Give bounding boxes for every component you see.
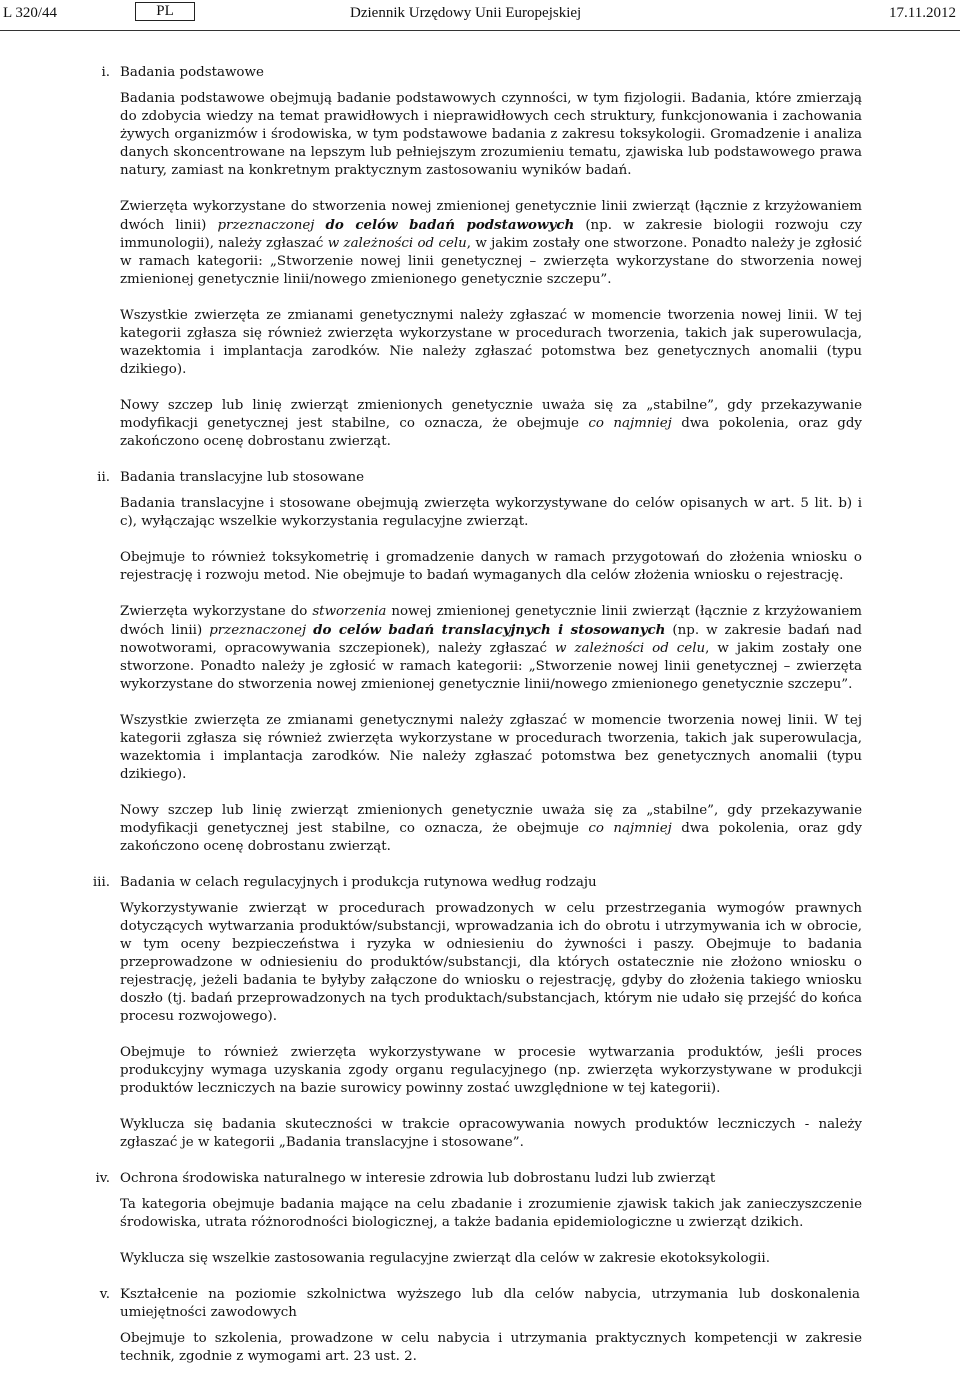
document-body xyxy=(0,64,960,1366)
paragraph: Nowy szczep lub linię zwierząt zmienionych genetycznie uważa się za „stabilne”, gdy przekazywanie modyfikacji genetycznej jest stabilne, co oznacza, że obejmuje co najmniej dwa pokolenia, oraz gdy zakończono ocenę dobrostanu zwierząt. xyxy=(120,398,862,449)
section-environmental-protection xyxy=(0,1170,960,1286)
paragraph: Zwierzęta wykorzystane do stworzenia nowej zmienionej genetycznie linii zwierząt (łącznie z krzyżowaniem dwóch linii) przeznaczonej do celów badań podstawowych (np. w zakresie biologii rozwoju czy immunologii), należy zgłaszać w zależności od celu, w jakim zostały one stworzone. Ponadto należy je zgłosić w ramach kategorii: „Stworzenie nowej linii genetycznej – zwierzęta wykorzystane do stworzenia nowej zmienionej genetycznie linii/nowego zmienionego genetycznie szczepu”. xyxy=(120,199,863,287)
section-title: Badania w celach regulacyjnych i produkcja rutynowa według rodzaju xyxy=(120,875,597,890)
section-title: Badania podstawowe xyxy=(120,65,264,80)
section-heading xyxy=(0,469,960,487)
section-title: Badania translacyjne lub stosowane xyxy=(120,470,365,485)
section-title: Kształcenie na poziomie szkolnictwa wyższego lub dla celów nabycia, utrzymania lub doskonalenia umiejętności zawodowych xyxy=(120,1287,860,1320)
section-number: v. xyxy=(99,1287,110,1302)
page-reference: L 320/44 xyxy=(3,5,58,21)
paragraph: Badania podstawowe obejmują badanie podstawowych czynności, w tym fizjologii. Badania, które zmierzają do zdobycia wiedzy na temat prawidłowych i nieprawidłowych cech struktury, funkcjonowania i zachowania żywych organizmów i środowiska, w tym podstawowe badania z zakresu toksykologii. Gromadzenie i analiza danych skoncentrowane na lepszym lub pełniejszym zrozumieniu tematu, zjawiska lub podstawowego prawa natury, zamiast na konkretnym praktycznym zastosowaniu wyników badań. xyxy=(120,91,862,178)
section-heading xyxy=(0,874,960,892)
section-number: iii. xyxy=(92,875,110,890)
header-divider xyxy=(0,30,960,31)
paragraph: Wszystkie zwierzęta ze zmianami genetycznymi należy zgłaszać w momencie tworzenia nowej linii. W tej kategorii zgłasza się również zwierzęta wykorzystane w procedurach tworzenia, takich jak superowulacja, wazektomia i implantacja zarodków. Nie należy zgłaszać potomstwa bez genetycznych anomalii (typu dzikiego). xyxy=(120,713,862,782)
paragraph: Badania translacyjne i stosowane obejmują zwierzęta wykorzystywane do celów opisanych w art. 5 lit. b) i c), wyłączając wszelkie wykorzystania regulacyjne zwierząt. xyxy=(120,496,862,529)
section-heading xyxy=(0,64,960,82)
journal-title: Dziennik Urzędowy Unii Europejskiej xyxy=(350,5,582,21)
section-heading xyxy=(0,1170,960,1188)
section-regulatory-use xyxy=(0,874,960,1170)
paragraph: Nowy szczep lub linię zwierząt zmienionych genetycznie uważa się za „stabilne”, gdy przekazywanie modyfikacji genetycznej jest stabilne, co oznacza, że obejmuje co najmniej dwa pokolenia, oraz gdy zakończono ocenę dobrostanu zwierząt. xyxy=(120,803,862,854)
section-basic-research xyxy=(0,64,960,469)
publication-date: 17.11.2012 xyxy=(889,5,956,21)
language-badge: PL xyxy=(135,2,195,21)
section-translational-research xyxy=(0,469,960,874)
section-heading xyxy=(0,1286,960,1322)
paragraph: Ta kategoria obejmuje badania mające na celu zbadanie i zrozumienie zjawisk takich jak zanieczyszczenie środowiska, utrata różnorodności biologicznej, a także badania epidemiologiczne u zwierząt dzikich. xyxy=(120,1197,862,1230)
section-number: ii. xyxy=(97,470,110,485)
paragraph: Wykorzystywanie zwierząt w procedurach prowadzonych w celu przestrzegania wymogów prawnych dotyczących wytwarzania produktów/substancji, wprowadzania ich do obrotu i utrzymywania ich w obrocie, w tym oceny bezpieczeństwa i ryzyka w odniesieniu do żywności i paszy. Obejmuje to badania przeprowadzone w odniesieniu do produktów/substancji, dla których ostatecznie nie złożono wniosku o rejestrację, jeżeli badania te byłyby załączone do wniosku o rejestrację, gdyby do złożenia takiego wniosku doszło (tj. badań przeprowadzonych na tych produktach/substancjach, którym nie udało się przejść do końca procesu rozwojowego). xyxy=(120,901,862,1024)
section-number: i. xyxy=(101,65,110,80)
section-title: Ochrona środowiska naturalnego w interesie zdrowia lub dobrostanu ludzi lub zwierząt xyxy=(120,1171,716,1186)
paragraph: Wszystkie zwierzęta ze zmianami genetycznymi należy zgłaszać w momencie tworzenia nowej linii. W tej kategorii zgłasza się również zwierzęta wykorzystane w procedurach tworzenia, takich jak superowulacja, wazektomia i implantacja zarodków. Nie należy zgłaszać potomstwa bez genetycznych anomalii (typu dzikiego). xyxy=(120,308,862,377)
paragraph: Wyklucza się badania skuteczności w trakcie opracowywania nowych produktów leczniczych - należy zgłaszać je w kategorii „Badania translacyjne i stosowane”. xyxy=(120,1117,862,1150)
paragraph: Obejmuje to szkolenia, prowadzone w celu nabycia i utrzymania praktycznych kompetencji w zakresie technik, zgodnie z wymogami art. 23 ust. 2. xyxy=(120,1331,862,1364)
paragraph: Obejmuje to również zwierzęta wykorzystywane w procesie wytwarzania produktów, jeśli proces produkcyjny wymaga uzyskania zgody organu regulacyjnego (np. zwierzęta wykorzystywane w produkcji produktów leczniczych na bazie surowicy powinny zostać uwzględnione w tej kategorii). xyxy=(120,1045,862,1096)
section-higher-education xyxy=(0,1286,960,1366)
paragraph: Wyklucza się wszelkie zastosowania regulacyjne zwierząt dla celów w zakresie ekotoksykologii. xyxy=(120,1251,770,1266)
section-number: iv. xyxy=(95,1171,110,1186)
paragraph: Obejmuje to również toksykometrię i gromadzenie danych w ramach przygotowań do złożenia wniosku o rejestrację i rozwoju metod. Nie obejmuje to badań wymaganych dla celów złożenia wniosku o rejestrację. xyxy=(120,550,862,583)
paragraph: Zwierzęta wykorzystane do stworzenia nowej zmienionej genetycznie linii zwierząt (łącznie z krzyżowaniem dwóch linii) przeznaczonej do celów badań translacyjnych i stosowanych (np. w zakresie badań nad nowotworami, opracowywania szczepionek), należy zgłaszać w zależności od celu, w jakim zostały one stworzone. Ponadto należy je zgłosić w ramach kategorii: „Stworzenie nowej linii genetycznej – zwierzęta wykorzystane do stworzenia nowej zmienionej genetycznie linii/nowego zmienionego genetycznie szczepu”. xyxy=(120,604,862,692)
page-header xyxy=(0,4,960,26)
